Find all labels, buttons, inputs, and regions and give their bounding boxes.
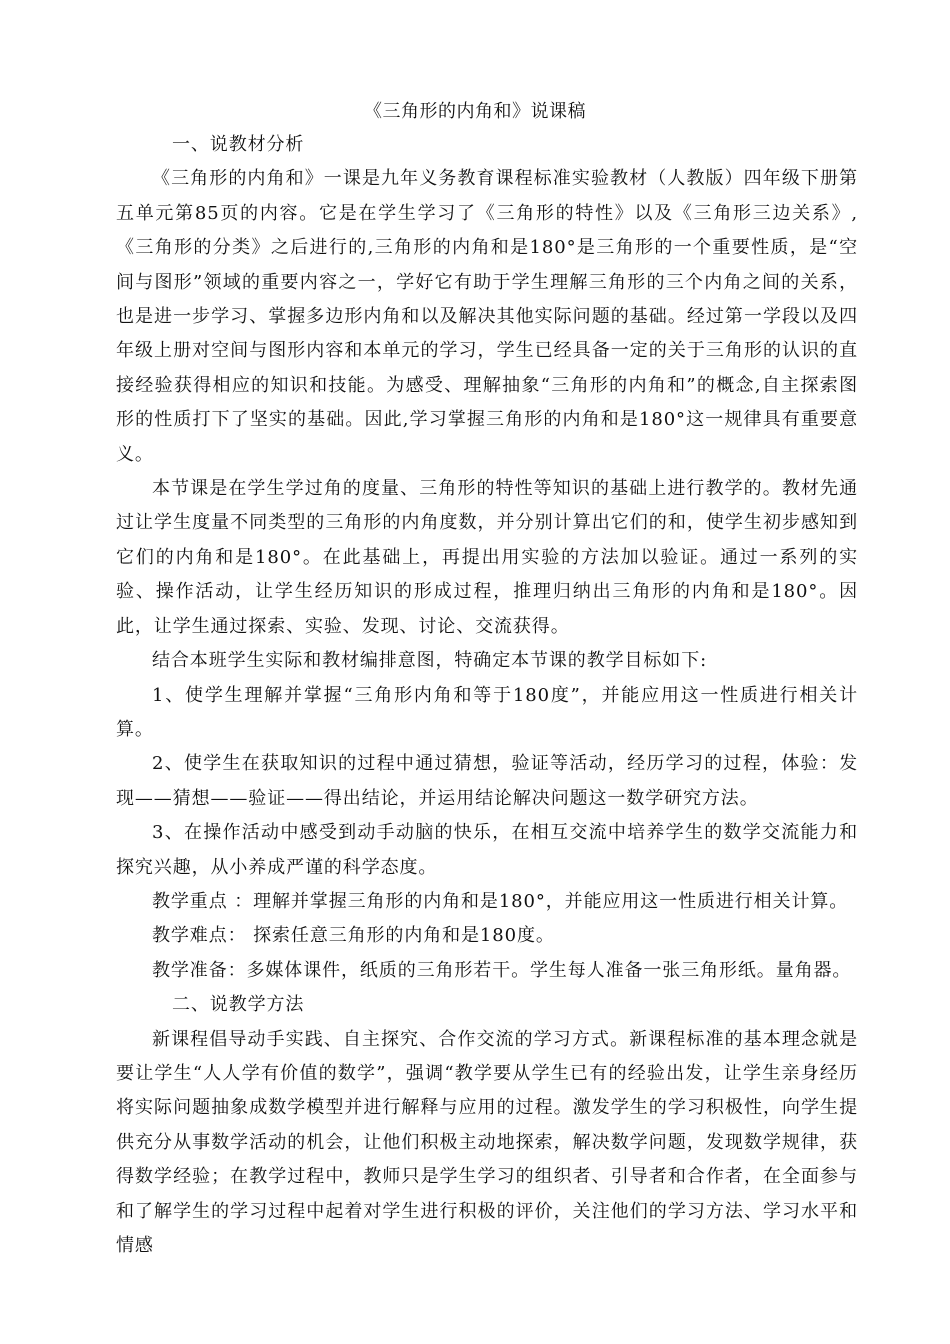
document-title: 《三角形的内角和》说课稿 (364, 101, 586, 122)
objective-1: 1、使学生理解并掌握“三角形内角和等于180度”，并能应用这一性质进行相关计算。 (116, 684, 858, 740)
paragraph-teaching-method: 新课程倡导动手实践、自主探究、合作交流的学习方式。新课程标准的基本理念就是要让学生“人人学有价值的数学”，强调“教学要从学生已有的经验出发，让学生亲身经历将实际问题抽象成数学模型并进行解释与应用的过程。激发学生的学习积极性，向学生提供充分从事数学活动的机会，让他们积极主动地探索，解决数学问题，发现数学规律，获得数学经验；在教学过程中，教师只是学生学习的组织者、引导者和合作者，在全面参与和了解学生的学习过程中起着对学生进行积极的评价，关注他们的学习方法、学习水平和情感 (116, 1028, 858, 1256)
teaching-key-point: 教学重点 ：理解并掌握三角形的内角和是180°，并能应用这一性质进行相关计算。 (152, 890, 849, 912)
objective-3: 3、在操作活动中感受到动手动脑的快乐，在相互交流中培养学生的数学交流能力和探究兴趣，从小养成严谨的科学态度。 (116, 822, 858, 878)
teaching-preparation: 教学准备：多媒体课件，纸质的三角形若干。学生每人准备一张三角形纸。量角器。 (152, 959, 852, 981)
paragraph-objectives-intro: 结合本班学生实际和教材编排意图，特确定本节课的教学目标如下: (152, 650, 708, 672)
teaching-difficulty: 教学难点： 探索任意三角形的内角和是180度。 (152, 925, 555, 947)
section-heading-2: 二、说教学方法 (172, 994, 305, 1016)
document-body (116, 128, 858, 1263)
paragraph-textbook-analysis: 《三角形的内角和》一课是九年义务教育课程标准实验教材（人教版）四年级下册第五单元第85页的内容。它是在学生学习了《三角形的特性》以及《三角形三边关系》,《三角形的分类》之后进行的,三角形的内角和是180°是三角形的一个重要性质，是“空间与图形”领域的重要内容之一，学好它有助于学生理解三角形的三个内角之间的关系，也是进一步学习、掌握多边形内角和以及解决其他实际问题的基础。经过第一学段以及四年级上册对空间与图形内容和本单元的学习，学生已经具备一定的关于三角形的认识的直接经验获得相应的知识和技能。为感受、理解抽象“三角形的内角和”的概念,自主探索图形的性质打下了坚实的基础。因此,学习掌握三角形的内角和是180°这一规律具有重要意义。 (116, 168, 858, 465)
section-heading-1: 一、说教材分析 (172, 134, 305, 155)
paragraph-lesson-basis: 本节课是在学生学过角的度量、三角形的特性等知识的基础上进行教学的。教材先通过让学生度量不同类型的三角形的内角度数，并分别计算出它们的和，使学生初步感知到它们的内角和是180°。在此基础上，再提出用实验的方法加以验证。通过一系列的实验、操作活动，让学生经历知识的形成过程，推理归纳出三角形的内角和是180°。因此，让学生通过探索、实验、发现、讨论、交流获得。 (116, 478, 858, 637)
objective-2: 2、使学生在获取知识的过程中通过猜想，验证等活动，经历学习的过程，体验：发现——猜想——验证——得出结论，并运用结论解决问题这一数学研究方法。 (116, 753, 858, 809)
